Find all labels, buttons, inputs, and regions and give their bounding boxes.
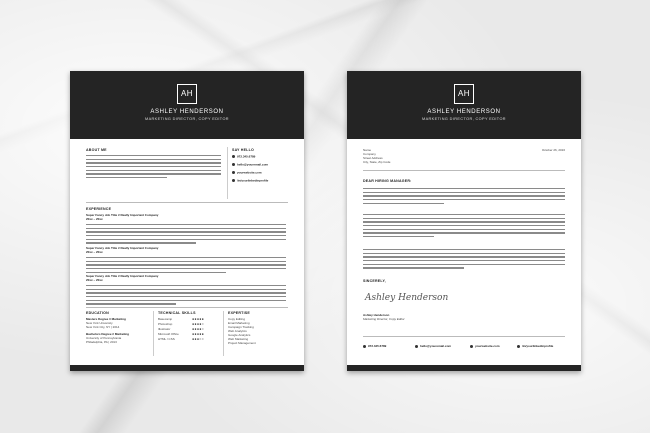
expertise-item: Google Analytics bbox=[228, 333, 251, 337]
recipient-name: Name bbox=[363, 148, 372, 152]
cover-letter-page bbox=[347, 71, 581, 371]
email-icon bbox=[232, 163, 235, 166]
expertise-item: Campaign Tracking bbox=[228, 325, 254, 329]
job-title: Super Fancy Job Title // Really Important Company bbox=[86, 246, 159, 250]
footer-phone: 972.345.6789 bbox=[363, 344, 386, 348]
globe-icon bbox=[470, 345, 473, 348]
letter-greeting: DEAR HIRING MANAGER: bbox=[363, 179, 412, 183]
resume-page bbox=[70, 71, 304, 371]
linkedin-icon bbox=[232, 179, 235, 182]
job-title: Super Fancy Job Title // Really Important Company bbox=[86, 274, 159, 278]
skill-rating-icon: ●●●●● bbox=[192, 332, 205, 336]
section-divider bbox=[363, 170, 565, 171]
skill-item: Microsoft Office bbox=[158, 332, 179, 336]
expertise-item: Web Analytics bbox=[228, 329, 247, 333]
school-place: New York City, NY | 2014 bbox=[86, 325, 120, 329]
letter-footer-bar bbox=[347, 365, 581, 371]
resume-title: MARKETING DIRECTOR, COPY EDITOR bbox=[145, 117, 229, 121]
skill-rating-icon: ●●●○○ bbox=[192, 337, 205, 341]
degree: Masters Degree // Marketing bbox=[86, 317, 126, 321]
expertise-item: Web Marketing bbox=[228, 337, 249, 341]
phone-icon bbox=[232, 155, 235, 158]
globe-icon bbox=[232, 171, 235, 174]
footer-email: hello@youremail.com bbox=[415, 344, 451, 348]
skill-rating-icon: ●●●●● bbox=[192, 317, 205, 321]
expertise-heading: EXPERTISE bbox=[228, 311, 250, 315]
about-text bbox=[86, 155, 221, 181]
signer-title: Marketing Director, Copy Editor bbox=[363, 317, 405, 321]
section-divider bbox=[86, 307, 288, 308]
contact-linkedin: /in/yourlinkedinprofile bbox=[232, 179, 268, 183]
job-title: Super Fancy Job Title // Really Important Company bbox=[86, 213, 159, 217]
contact-website: yourwebsite.com bbox=[232, 171, 262, 175]
letter-paragraph bbox=[363, 249, 565, 271]
resume-name: ASHLEY HENDERSON bbox=[150, 109, 224, 115]
column-divider bbox=[153, 311, 154, 356]
job-years: 20xx – 20xx bbox=[86, 278, 103, 282]
say-hello-heading: SAY HELLO bbox=[232, 148, 254, 152]
resume-header bbox=[70, 71, 304, 139]
recipient-street: Street Address bbox=[363, 156, 383, 160]
letter-paragraph bbox=[363, 214, 565, 240]
about-divider bbox=[227, 147, 228, 199]
skill-item: HTML / CSS bbox=[158, 337, 175, 341]
letter-title: MARKETING DIRECTOR, COPY EDITOR bbox=[422, 117, 506, 121]
letter-paragraph bbox=[363, 188, 565, 206]
letter-closing: SINCERELY, bbox=[363, 279, 386, 283]
column-divider bbox=[223, 311, 224, 356]
monogram-logo: AH bbox=[454, 84, 474, 104]
phone-icon bbox=[363, 345, 366, 348]
job-description bbox=[86, 285, 286, 307]
signer-name: Ashley Henderson bbox=[363, 313, 390, 317]
skill-rating-icon: ●●●●○ bbox=[192, 327, 205, 331]
skill-rating-icon: ●●●●○ bbox=[192, 322, 205, 326]
recipient-city: City, State, Zip Code bbox=[363, 160, 391, 164]
linkedin-icon bbox=[517, 345, 520, 348]
email-icon bbox=[415, 345, 418, 348]
job-years: 20xx – 20xx bbox=[86, 217, 103, 221]
letter-name: ASHLEY HENDERSON bbox=[427, 109, 501, 115]
degree: Bachelors Degree // Marketing bbox=[86, 332, 130, 336]
recipient-company: Company bbox=[363, 152, 376, 156]
job-years: 20xx – 20xx bbox=[86, 250, 103, 254]
contact-email: hello@youremail.com bbox=[232, 163, 268, 167]
experience-heading: EXPERIENCE bbox=[86, 207, 112, 211]
expertise-item: Email Marketing bbox=[228, 321, 250, 325]
footer-linkedin: /in/yourlinkedinprofile bbox=[517, 344, 553, 348]
skills-heading: TECHNICAL SKILLS bbox=[158, 311, 196, 315]
expertise-item: Copy Editing bbox=[228, 317, 246, 321]
section-divider bbox=[86, 202, 288, 203]
expertise-item: Project Management bbox=[228, 341, 256, 345]
about-heading: ABOUT ME bbox=[86, 148, 107, 152]
job-description bbox=[86, 257, 286, 275]
school: New York University bbox=[86, 321, 113, 325]
footer-website: yourwebsite.com bbox=[470, 344, 500, 348]
school-place: Philadelphia, PA | 2013 bbox=[86, 340, 117, 344]
letter-header bbox=[347, 71, 581, 139]
school: University of Pennsylvania bbox=[86, 336, 122, 340]
resume-footer-bar bbox=[70, 365, 304, 371]
skill-item: Basecamp bbox=[158, 317, 173, 321]
signature: Ashley Henderson bbox=[365, 293, 449, 303]
skill-item: Illustrator bbox=[158, 327, 171, 331]
contact-phone: 972.345.6789 bbox=[232, 155, 255, 159]
skill-item: Photoshop bbox=[158, 322, 173, 326]
monogram-logo: AH bbox=[177, 84, 197, 104]
education-heading: EDUCATION bbox=[86, 311, 109, 315]
section-divider bbox=[363, 336, 565, 337]
letter-date: October 26, 2016 bbox=[541, 148, 565, 152]
job-description bbox=[86, 224, 286, 246]
